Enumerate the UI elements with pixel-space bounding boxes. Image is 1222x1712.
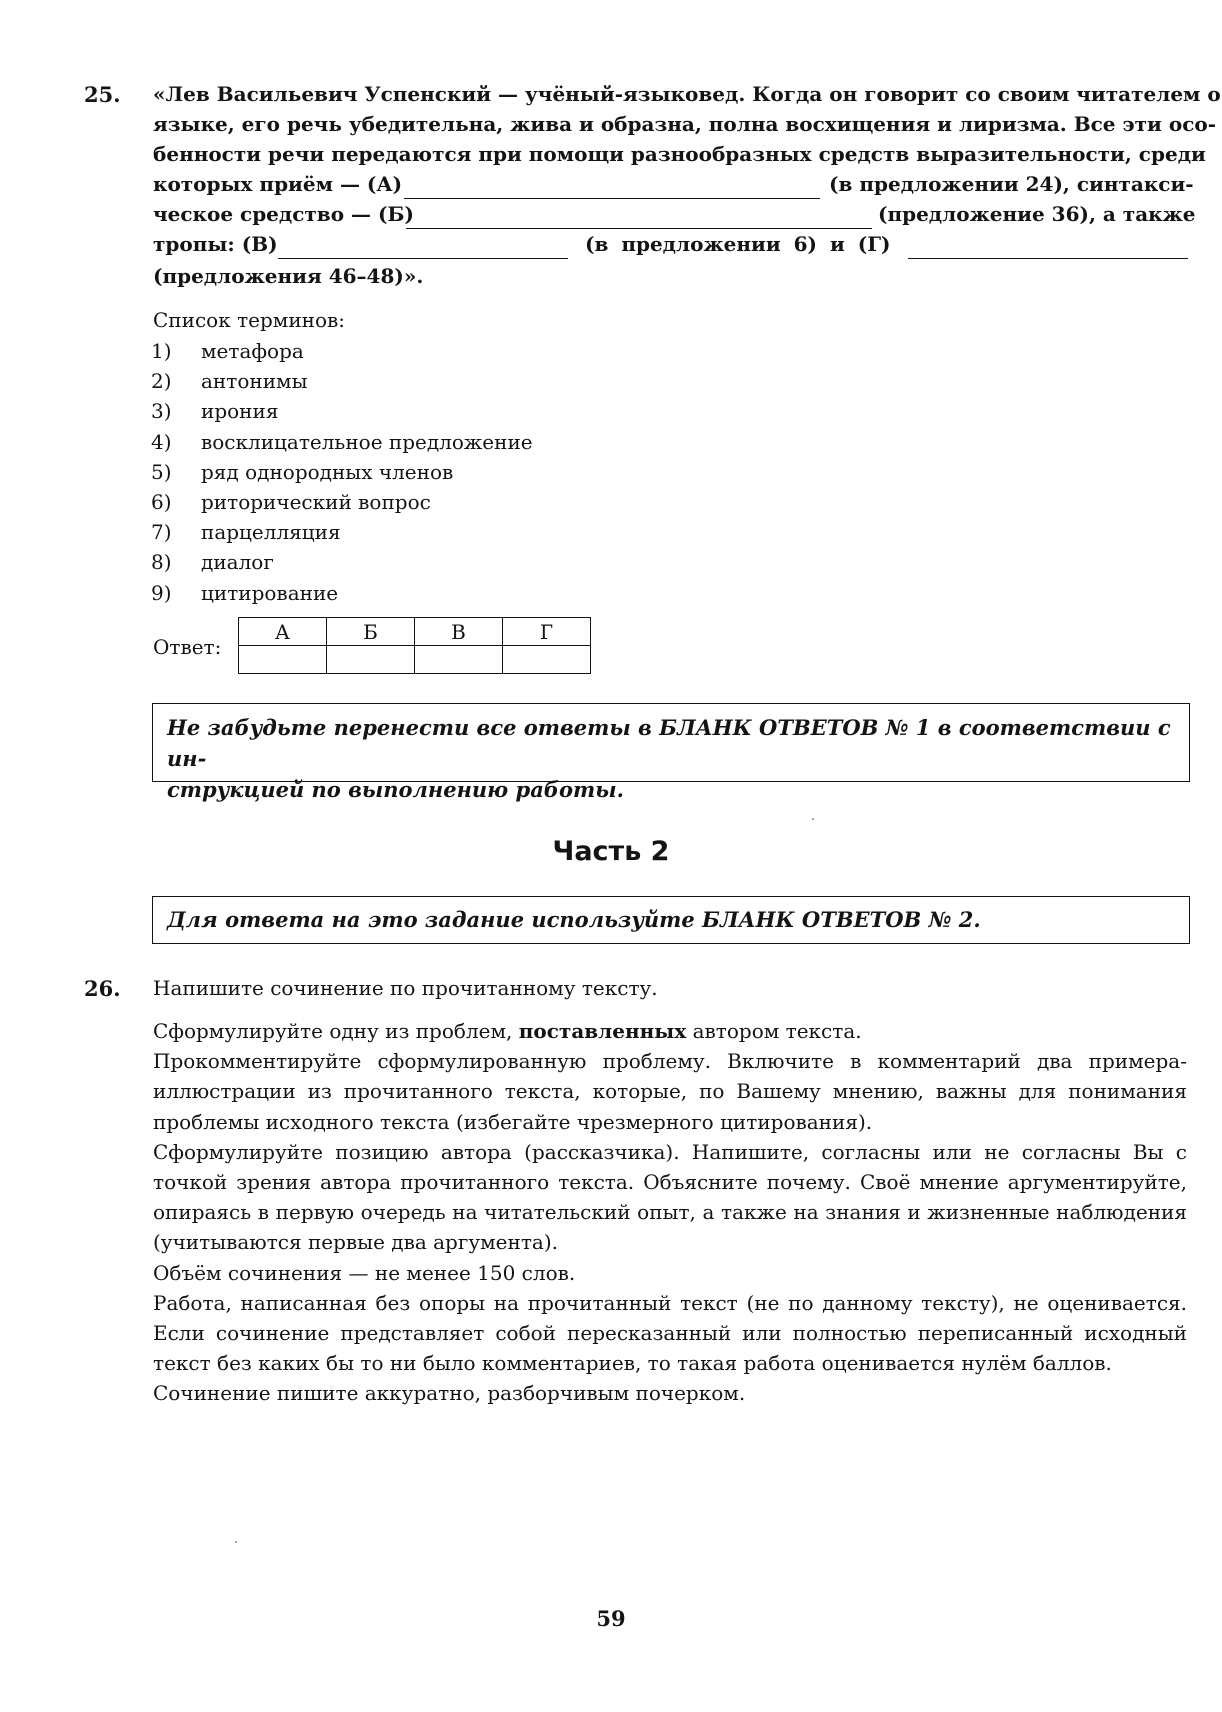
term-item: 5) ряд однородных членов [151,459,454,484]
task-25-line-6a: тропы: (В) [153,232,278,256]
instruction-1: Сформулируйте одну из проблем, поставленных автором текста. [153,1019,862,1043]
page-number: 59 [596,1606,626,1631]
instruction-6: Сочинение пишите аккуратно, разборчивым почерком. [153,1381,746,1406]
task-25-line-3: бенности речи передаются при помощи разнообразных средств выразительности, среди [153,142,1206,166]
blank-g[interactable] [908,238,1188,259]
task-25-line-4-end: (в предложении 24), синтакси- [829,172,1194,196]
task-25-line-7: (предложения 46–48)». [153,264,424,288]
term-item: 8) диалог [151,550,274,575]
task-25-line-4: которых приём — (А) [153,172,403,196]
task-25-number: 25. [84,82,121,107]
task-25-line-1: «Лев Васильевич Успенский — учёный-языковед. Когда он говорит со своим читателем о [153,82,1221,106]
instruction-5: Работа, написанная без опоры на прочитанный текст (не по данному тексту), не оценивается. Если сочинение представляет собой пересказанный или полностью переписанный исходный текст без каких бы то ни было комментариев, то такая работа оценивается нулём баллов. [153,1290,1187,1376]
term-item: 1) метафора [151,339,304,363]
term-item: 6) риторический вопрос [151,489,431,514]
task-25-line-5: ческое средство — (Б) [153,202,414,226]
term-item: 4) восклицательное предложение [151,429,533,454]
task-26-intro: Напишите сочинение по прочитанному тексту. [153,976,658,1000]
instruction-2: Прокомментируйте сформулированную проблему. Включите в комментарий два примера-иллюстрации из прочитанного текста, которые, по Вашему мнению, важны для понимания проблемы исходного текста (избегайте чрезмерного цитирования). [153,1049,1187,1134]
blank-b[interactable] [406,208,872,229]
terms-title: Список терминов: [153,308,346,332]
answer-cell-b[interactable] [327,646,415,674]
answer-cell-v[interactable] [415,646,503,674]
blank-v[interactable] [278,238,568,259]
task-26-number: 26. [84,976,121,1001]
instruction-4: Объём сочинения — не менее 150 слов. [153,1260,576,1285]
task-25-line-2: языке, его речь убедительна, жива и образна, полна восхищения и лиризма. Все эти осо- [153,112,1217,136]
term-item: 7) парцелляция [151,520,341,545]
task-25-line-5-end: (предложение 36), а также [878,202,1196,226]
task-25-line-6b: (в предложении 6) и (Г) [585,232,891,256]
answer-header-b: Б [327,618,415,646]
answer-header-v: В [415,618,503,646]
scan-speck [812,818,814,820]
term-item: 3) ирония [151,399,279,424]
part-2-title: Часть 2 [552,836,670,867]
answer-cell-g[interactable] [503,646,591,674]
notice-answer-sheet-1: Не забудьте перенести все ответы в БЛАНК ОТВЕТОВ № 1 в соответствии с ин- струкцией по выполнению работы. [152,703,1190,782]
answer-cell-a[interactable] [239,646,327,674]
task-26-instructions [153,1016,1187,1409]
terms-list [151,336,533,608]
answer-table [238,617,591,674]
instruction-3: Сформулируйте позицию автора (рассказчика). Напишите, согласны или не согласны Вы с точкой зрения автора прочитанного текста. Объясните почему. Своё мнение аргументируйте, опираясь в первую очередь на читательский опыт, а также на знания и жизненные наблюдения (учитываются первые два аргумента). [153,1139,1187,1255]
answer-label: Ответ: [153,635,222,659]
scan-speck [235,1541,237,1543]
notice-answer-sheet-2: Для ответа на это задание используйте БЛАНК ОТВЕТОВ № 2. [152,896,1190,944]
term-item: 9) цитирование [151,580,339,605]
answer-header-a: А [239,618,327,646]
term-item: 2) антонимы [151,369,308,394]
blank-a[interactable] [404,178,820,199]
answer-header-g: Г [503,618,591,646]
